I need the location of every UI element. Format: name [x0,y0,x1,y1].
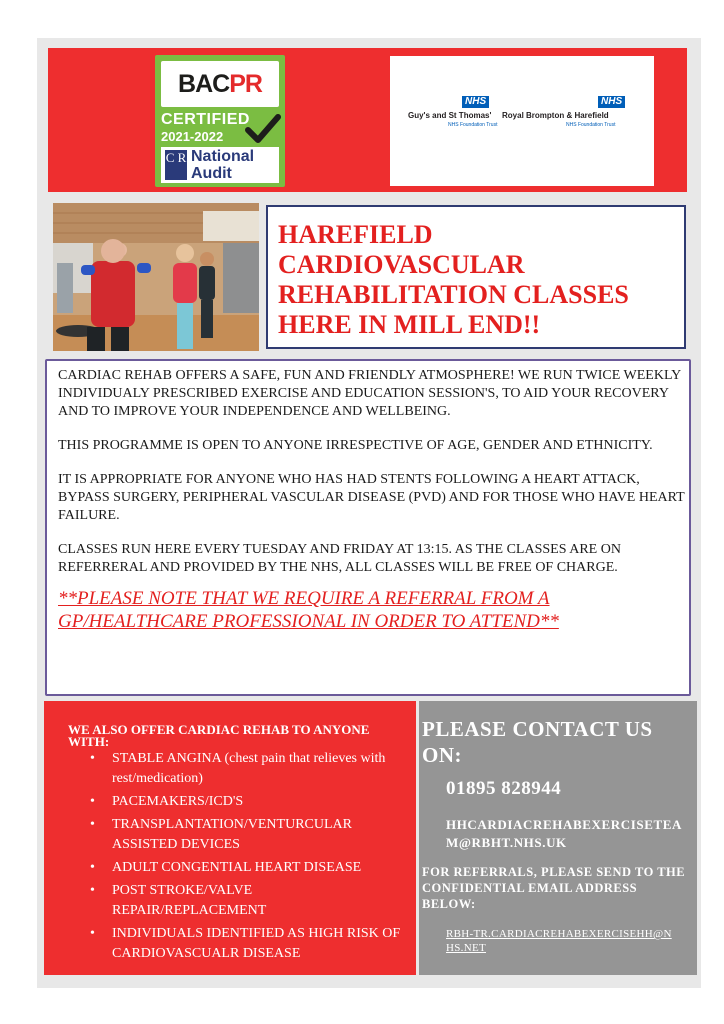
list-item: • POST STROKE/VALVE REPAIR/REPLACEMENT [112,881,402,921]
list-item: • PACEMAKERS/ICD'S [112,792,402,812]
bacpr-years: 2021-2022 [161,129,224,144]
royal-brompton-harefield-logo [502,96,652,136]
nhs-badge: NHS [462,96,489,108]
title-line-2: CARDIOVASCULAR [278,250,525,279]
list-item: • STABLE ANGINA (chest pain that relieves with rest/medication) [112,749,402,789]
conditions-list [70,749,402,967]
nhs-trust-logos [390,56,654,186]
bacpr-certified-logo [155,55,285,187]
bacpr-wordmark [161,61,279,107]
conditions-panel [44,701,416,975]
referrals-instruction: FOR REFERRALS, PLEASE SEND TO THE CONFIDENTIAL EMAIL ADDRESS BELOW: [422,865,686,911]
audit-line-1: National [191,148,255,165]
conditions-paragraph: IT IS APPROPRIATE FOR ANYONE WHO HAS HAD STENTS FOLLOWING A HEART ATTACK, BYPASS SURGERY, PERIPHERAL VASCULAR DISEASE (PVD) AND FOR THOSE WHO HAVE HEART FAILURE. [58,472,685,523]
page-title [278,220,684,340]
national-audit-text [191,148,254,182]
intro-paragraph: CARDIAC REHAB OFFERS A SAFE, FUN AND FRIENDLY ATMOSPHERE! WE RUN TWICE WEEKLY INDIVIDUALY PRESCRIBED EXERCISE AND EDUCATION SESSION'S, TO AID YOUR RECOVERY AND TO IMPROVE YOUR INDEPENDENCE AND WELLBEING. [58,368,681,419]
list-item: • ADULT CONGENTIAL HEART DISEASE [112,858,402,878]
referral-email-link[interactable]: RBH-TR.CARDIACREHABEXERCISEHH@NHS.NET [446,928,672,954]
bacpr-brand-suffix: PR [229,70,262,98]
title-box [266,205,686,349]
team-email[interactable]: HHCARDIACREHABEXERCISETEAM@RBHT.NHS.UK [446,817,683,850]
trust-name: Guy's and St Thomas' [408,111,492,120]
contact-heading: PLEASE CONTACT US ON: [422,717,653,767]
title-line-1: HAREFIELD [278,220,433,249]
exercise-class-photo [53,203,259,351]
list-item: • TRANSPLANTATION/VENTURCULAR ASSISTED DEVICES [112,815,402,855]
phone-number[interactable]: 01895 828944 [446,778,562,799]
title-line-4: HERE IN MILL END!! [278,310,541,339]
trust-subtitle: NHS Foundation Trust [566,122,616,128]
contact-panel [419,701,697,975]
list-item: • INDIVIDUALS IDENTIFIED AS HIGH RISK OF CARDIOVASCUALR DISEASE [112,924,402,964]
title-line-3: REHABILITATION CLASSES [278,280,629,309]
guys-st-thomas-logo [408,96,508,136]
audit-line-2: Audit [191,165,232,182]
cr-mark: C R [165,150,187,180]
bacpr-certified-label: CERTIFIED [161,111,250,128]
conditions-heading: WE ALSO OFFER CARDIAC REHAB TO ANYONE WITH: [68,722,370,749]
bacpr-brand-prefix: BAC [178,70,230,98]
schedule-paragraph: CLASSES RUN HERE EVERY TUESDAY AND FRIDAY AT 13:15. AS THE CLASSES ARE ON REFERRERAL AND PROVIDED BY THE NHS, ALL CLASSES WILL BE FREE OF CHARGE. [58,542,621,575]
eligibility-paragraph: THIS PROGRAMME IS OPEN TO ANYONE IRRESPECTIVE OF AGE, GENDER AND ETHNICITY. [58,438,653,453]
nhs-badge: NHS [598,96,625,108]
exercise-class-illustration [53,203,259,351]
trust-name: Royal Brompton & Harefield [502,111,609,120]
trust-subtitle: NHS Foundation Trust [448,122,498,128]
national-audit-badge [161,147,279,183]
referral-note: **PLEASE NOTE THAT WE REQUIRE A REFERRAL FROM A GP/HEALTHCARE PROFESSIONAL IN ORDER TO ATTEND** [58,588,559,632]
information-box [45,359,691,696]
checkmark-icon [245,113,281,145]
